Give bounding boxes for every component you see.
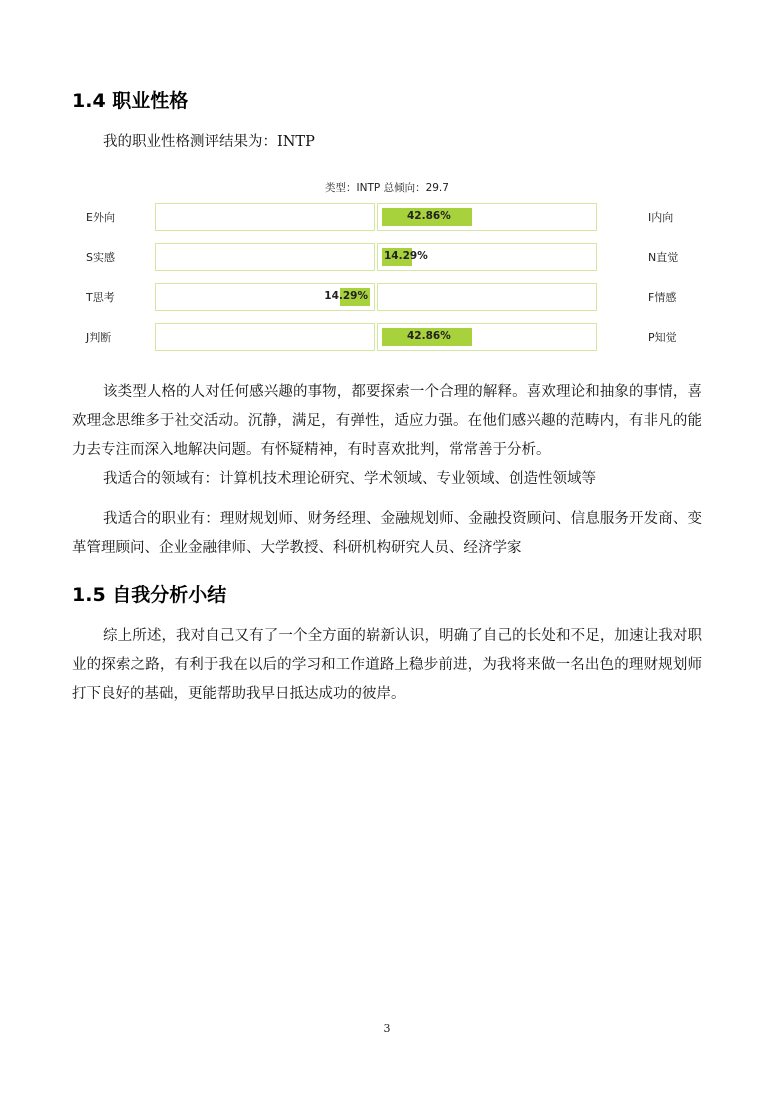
bar-box-left [155,243,375,271]
bar-box-right [377,323,597,351]
dimension-right-label: F情感 [648,291,677,304]
result-line: 我的职业性格测评结果为：INTP [103,134,315,150]
mbti-chart [72,180,702,350]
chart-title: 类型：INTP 总倾向：29.7 [325,182,449,194]
bar-value-label: 42.86% [407,210,451,222]
dimension-left-label: S实感 [86,251,115,264]
dimension-right-label: P知觉 [648,331,677,344]
dimension-left-label: J判断 [86,331,112,344]
dimension-right-label: I内向 [648,211,674,224]
paragraph-suitable-careers: 我适合的职业有：理财规划师、财务经理、金融规划师、金融投资顾问、信息服务开发商、变革管理顾问、企业金融律师、大学教授、科研机构研究人员、经济学家 [72,511,702,556]
dimension-left-label: T思考 [86,291,115,304]
dimension-left-label: E外向 [86,211,115,224]
chart-row [72,243,702,271]
chart-row [72,323,702,351]
bar-value-label: 14.29% [324,290,368,302]
paragraph-suitable-fields: 我适合的领域有：计算机技术理论研究、学术领域、专业领域、创造性领域等 [103,471,596,487]
bar-box-left [155,203,375,231]
chart-row [72,203,702,231]
bar-value-label: 14.29% [384,250,428,262]
section-heading-1-5: 1.5 自我分析小结 [72,584,227,606]
bar-box-right [377,283,597,311]
section-heading-1-4: 1.4 职业性格 [72,90,189,112]
bar-box-left [155,283,375,311]
bar-box-right [377,203,597,231]
bar-box-left [155,323,375,351]
bar-box-right [377,243,597,271]
dimension-right-label: N直觉 [648,251,679,264]
chart-row [72,283,702,311]
bar-value-label: 42.86% [407,330,451,342]
paragraph-summary: 综上所述，我对自己又有了一个全方面的崭新认识，明确了自己的长处和不足，加速让我对职业的探索之路，有利于我在以后的学习和工作道路上稳步前进，为我将来做一名出色的理财规划师打下良好的基础，更能帮助我早日抵达成功的彼岸。 [72,628,702,702]
page-number: 3 [383,1022,391,1035]
paragraph-type-description: 该类型人格的人对任何感兴趣的事物，都要探索一个合理的解释。喜欢理论和抽象的事情，喜欢理念思维多于社交活动。沉静，满足，有弹性，适应力强。在他们感兴趣的范畴内，有非凡的能力去专注而深入地解决问题。有怀疑精神，有时喜欢批判，常常善于分析。 [72,384,702,458]
